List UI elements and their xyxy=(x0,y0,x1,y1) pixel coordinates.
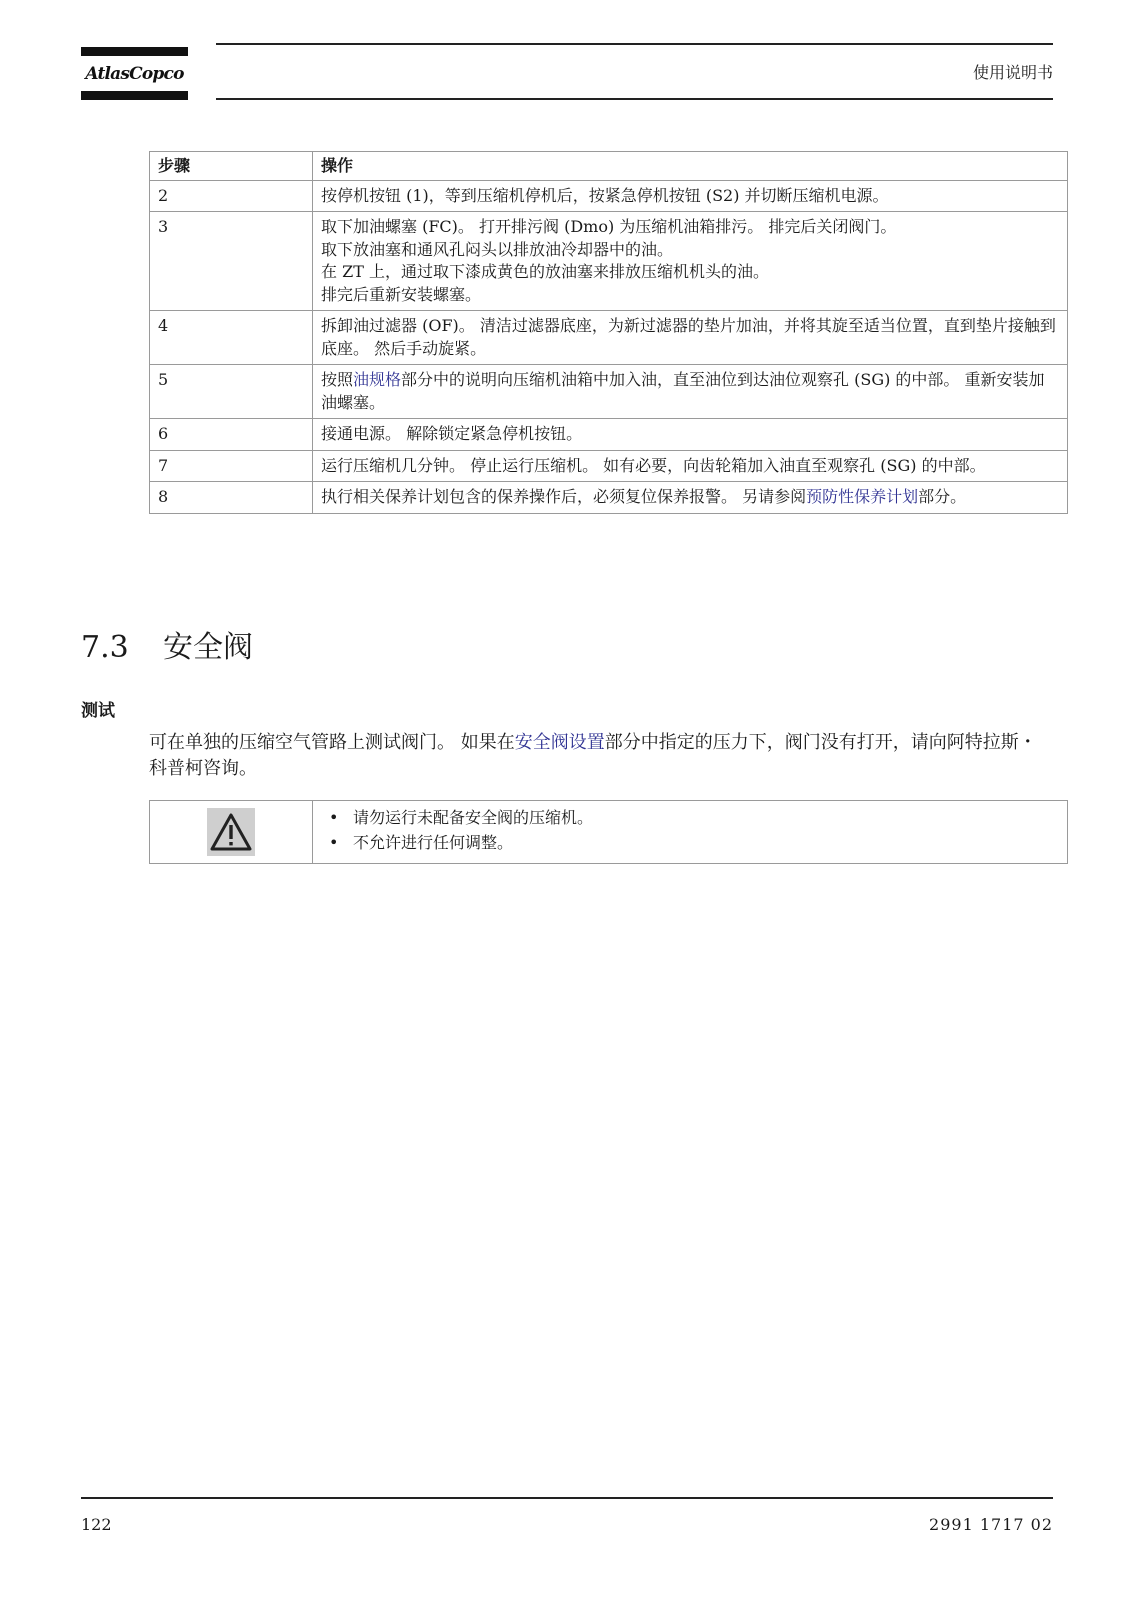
warning-row xyxy=(150,801,1068,864)
action-line xyxy=(321,284,1059,307)
table-row xyxy=(150,180,1068,212)
table-row xyxy=(150,419,1068,451)
step-action xyxy=(313,365,1068,419)
table-header-row xyxy=(150,152,1068,181)
action-line xyxy=(321,486,1059,509)
table-row xyxy=(150,212,1068,311)
action-line xyxy=(321,185,1059,208)
step-number: 4 xyxy=(150,311,313,365)
step-number: 7 xyxy=(150,450,313,482)
action-line xyxy=(321,239,1059,262)
action-text: 排完后重新安装螺塞。 xyxy=(321,284,482,304)
action-line xyxy=(321,455,1059,478)
action-text: 部分中的说明向压缩机油箱中加入油，直至油位到达油位观察孔 (SG) 的中部。 重新安装加油螺塞。 xyxy=(321,370,1045,412)
step-column-header: 步骤 xyxy=(150,152,313,181)
steps-table-body xyxy=(150,180,1068,513)
action-text: 运行压缩机几分钟。 停止运行压缩机。 如有必要，向齿轮箱加入油直至观察孔 (SG) 的中部。 xyxy=(321,455,986,475)
action-line xyxy=(321,216,1059,239)
action-text: 取下放油塞和通风孔闷头以排放油冷却器中的油。 xyxy=(321,239,674,259)
action-text: 部分。 xyxy=(918,487,967,506)
action-text: 按照 xyxy=(321,370,354,389)
warning-item: • 请勿运行未配备安全阀的压缩机。 xyxy=(353,805,1059,830)
logo-text: AtlasCopco xyxy=(85,64,184,84)
footer-rule xyxy=(81,1497,1053,1499)
document-type-title: 使用说明书 xyxy=(972,63,1053,82)
test-paragraph xyxy=(149,730,1054,782)
table-row xyxy=(150,482,1068,514)
table-row xyxy=(150,311,1068,365)
step-action xyxy=(313,450,1068,482)
step-action xyxy=(313,180,1068,212)
paragraph-text-end: 部分中指定的压力下，阀门没有打开，请向阿特拉斯・科普柯咨询。 xyxy=(149,732,1037,779)
action-line xyxy=(321,369,1059,414)
step-number: 6 xyxy=(150,419,313,451)
step-action xyxy=(313,212,1068,311)
warning-icon-cell xyxy=(150,801,313,864)
action-text: 拆卸油过滤器 (OF)。 清洁过滤器底座，为新过滤器的垫片加油，并将其旋至适当位置，直到垫片接触到底座。 然后手动旋紧。 xyxy=(321,316,1056,358)
cross-reference-link[interactable]: 油规格 xyxy=(353,370,402,389)
action-text: 在 ZT 上，通过取下漆成黄色的放油塞来排放压缩机机头的油。 xyxy=(321,262,769,281)
step-number: 5 xyxy=(150,365,313,419)
page-number: 122 xyxy=(81,1515,112,1534)
header-rule-top xyxy=(216,43,1053,45)
warning-list xyxy=(321,805,1059,855)
paragraph-text-start: 可在单独的压缩空气管路上测试阀门。 如果在 xyxy=(149,732,515,753)
warning-box xyxy=(149,800,1068,864)
action-line xyxy=(321,423,1059,446)
warning-item: • 不允许进行任何调整。 xyxy=(353,830,1059,855)
action-text: 取下加油螺塞 (FC)。 打开排污阀 (Dmo) 为压缩机油箱排污。 排完后关闭阀门。 xyxy=(321,217,897,236)
cross-reference-link[interactable]: 预防性保养计划 xyxy=(806,487,919,506)
logo-top-bar xyxy=(81,47,188,56)
table-row xyxy=(150,450,1068,482)
atlas-copco-logo xyxy=(81,47,188,100)
step-number: 2 xyxy=(150,180,313,212)
step-action xyxy=(313,482,1068,514)
header-rule-bottom xyxy=(216,98,1053,100)
action-column-header: 操作 xyxy=(313,152,1068,181)
action-text: 执行相关保养计划包含的保养操作后，必须复位保养报警。 另请参阅 xyxy=(321,487,807,506)
step-action xyxy=(313,419,1068,451)
safety-valve-settings-link[interactable]: 安全阀设置 xyxy=(514,732,605,753)
action-line xyxy=(321,261,1059,284)
warning-text-cell xyxy=(313,801,1068,864)
subsection-heading: 测试 xyxy=(81,701,115,721)
step-action xyxy=(313,311,1068,365)
section-number: 7.3 xyxy=(81,630,129,665)
section-title: 安全阀 xyxy=(163,630,253,665)
section-heading xyxy=(81,622,253,666)
table-row xyxy=(150,365,1068,419)
action-text: 接通电源。 解除锁定紧急停机按钮。 xyxy=(321,424,583,443)
logo-bottom-bar xyxy=(81,91,188,100)
action-text: 按停机按钮 (1)，等到压缩机停机后，按紧急停机按钮 (S2) 并切断压缩机电源。 xyxy=(321,185,889,205)
steps-table xyxy=(149,151,1068,514)
action-line xyxy=(321,315,1059,360)
document-number: 2991 1717 02 xyxy=(929,1515,1053,1534)
step-number: 3 xyxy=(150,212,313,311)
step-number: 8 xyxy=(150,482,313,514)
warning-triangle-icon xyxy=(207,808,255,856)
